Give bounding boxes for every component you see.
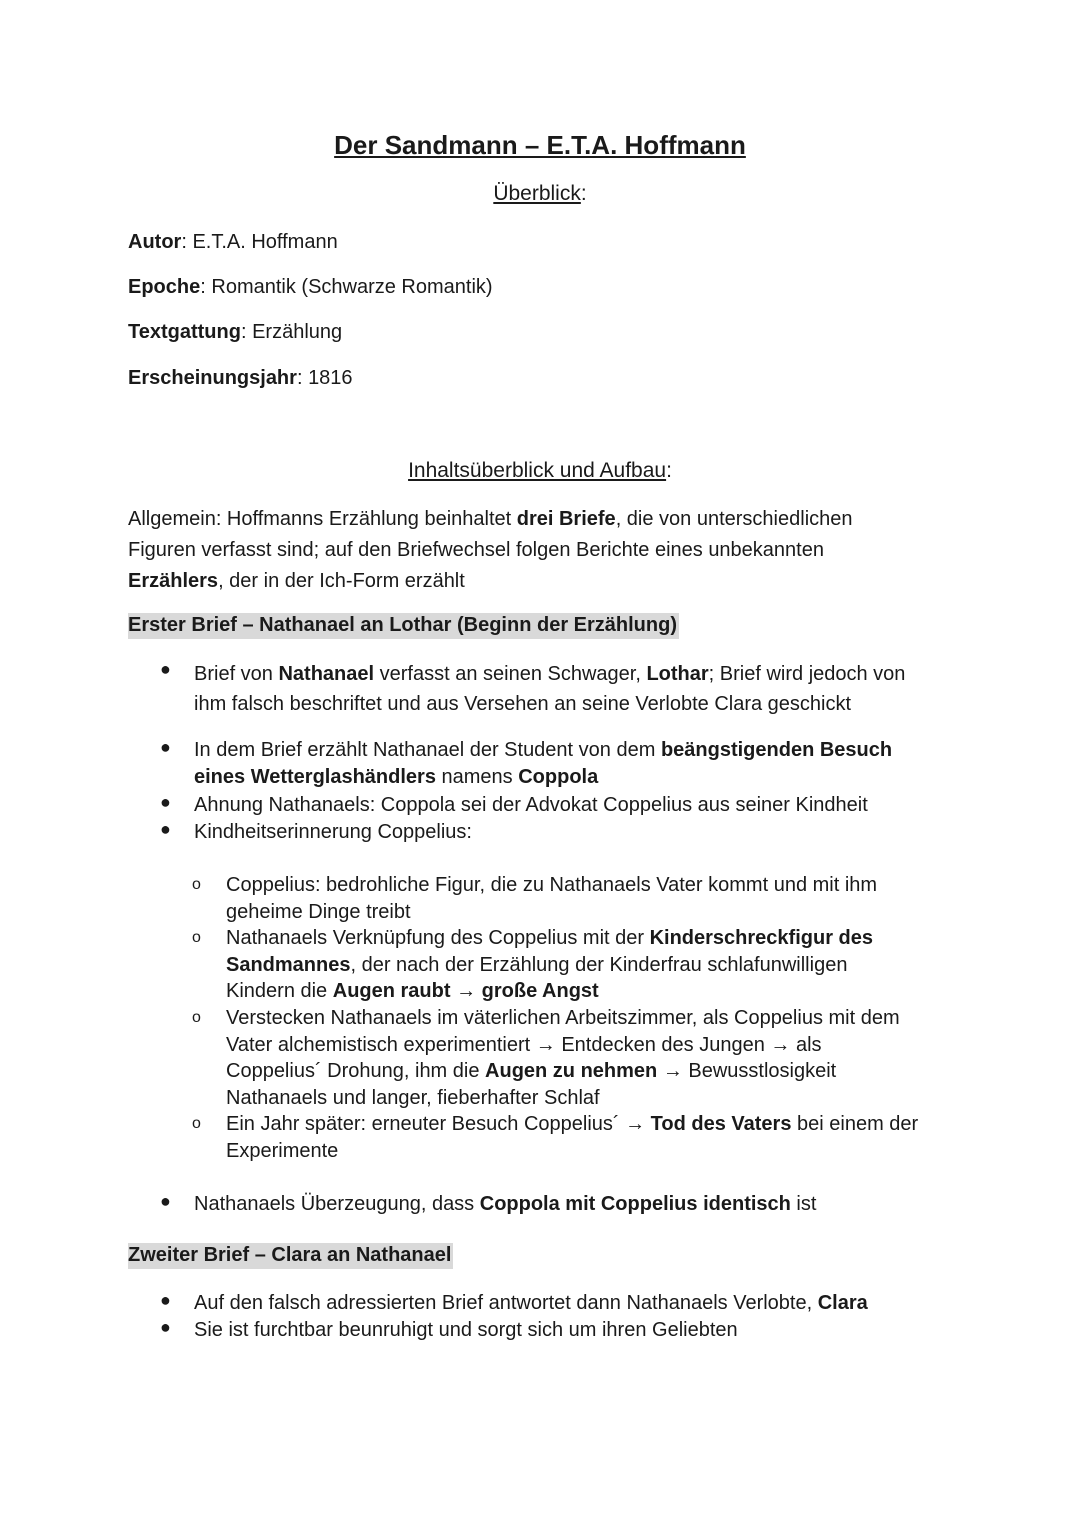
bullet-icon: ● xyxy=(160,737,171,757)
document-page: Der Sandmann – E.T.A. Hoffmann Überblick: Autor: E.T.A. Hoffmann Epoche: Romantik (Schwarze Romantik) Textgattung: Erzählung Erscheinungsjahr: 1816 Inhaltsüberblick und Aufbau: Allgemein: Hoffmanns Erzählung beinhaltet drei Briefe, die von unterschiedlichen Figuren verfasst sind; auf den Briefwechsel folgen Berichte eines unbekannten Erzählers, der in der Ich-Form erzählt Erster Brief – Nathanael an Lothar (Beginn der Erzählung) ● Brief von Nathanael verfasst an seinen Schwager, Lothar; Brief wird jedoch von ihm falsch beschriftet und aus Versehen an seine Verlobte Clara geschickt ● In dem Brief erzählt Nathanael der Student von dem beängstigenden Besuch eines Wetterglashändlers namens Coppola ● Ahnung Nathanaels: Coppola sei der Advokat Coppelius aus seiner Kindheit ● Kindheitserinnerung Coppelius: o Coppelius: bedrohliche Figur, die zu Nathanaels Vater kommt und mit ihm geheime Dinge treibt o Nathanaels Verknüpfung des Coppelius mit der Kinderschreckfigur des Sandmannes, der nach der Erzählung der Kinderfrau schlafunwilligen Kindern die Augen raubt → große Angst o Verstecken Nathanaels im väterlichen Arbeitszimmer, als Coppelius mit dem Vater alchemistisch experimentiert → Entdecken des Jungen → als Coppelius´ Drohung, ihm die Augen zu nehmen → Bewusstlosigkeit Nathanaels und langer, fieberhafter Schlaf o Ein Jahr später: erneuter Besuch Coppelius´ → Tod des Vaters bei einem der Experimente ● Nathanaels Überzeugung, dass Coppola mit Coppelius identisch ist Zweiter Brief – Clara an Nathanael ● Auf den falsch adressierten Brief antwortet dann Nathanaels Verlobte, Clara ● Sie ist furchtbar beunruhigt und sorgt sich um ihren Geliebten xyxy=(0,0,1080,1527)
arrow-icon: → xyxy=(456,980,477,1002)
author-field: Autor: E.T.A. Hoffmann xyxy=(128,231,338,253)
bullet-icon: ● xyxy=(160,1191,171,1211)
arrow-icon: → xyxy=(770,1033,791,1056)
circle-bullet-icon: o xyxy=(192,929,201,946)
second-letter-heading: Zweiter Brief – Clara an Nathanael xyxy=(128,1243,453,1269)
general-paragraph: Allgemein: Hoffmanns Erzählung beinhaltet drei Briefe, die von unterschiedlichen Figuren verfasst sind; auf den Briefwechsel folgen Berichte eines unbekannten Erzählers, der in der Ich-Form erzählt xyxy=(128,508,853,592)
genre-field: Textgattung: Erzählung xyxy=(128,321,343,343)
bullet-icon: ● xyxy=(160,659,171,679)
circle-bullet-icon: o xyxy=(192,1009,201,1026)
year-field: Erscheinungsjahr: 1816 xyxy=(128,367,353,389)
arrow-icon: → xyxy=(535,1033,556,1056)
bullet-icon: ● xyxy=(160,819,171,839)
circle-bullet-icon: o xyxy=(192,1115,201,1132)
bullet-icon: ● xyxy=(160,1317,171,1337)
bullet-icon: ● xyxy=(160,792,171,812)
arrow-icon: → xyxy=(662,1060,683,1082)
content-heading: Inhaltsüberblick und Aufbau: xyxy=(408,459,672,482)
arrow-icon: → xyxy=(625,1113,646,1135)
circle-bullet-icon: o xyxy=(192,876,201,893)
epoch-field: Epoche: Romantik (Schwarze Romantik) xyxy=(128,276,493,298)
overview-heading: Überblick: xyxy=(493,182,587,205)
page-title: Der Sandmann – E.T.A. Hoffmann xyxy=(334,130,746,160)
bullet-icon: ● xyxy=(160,1290,171,1310)
first-letter-heading: Erster Brief – Nathanael an Lothar (Beginn der Erzählung) xyxy=(128,613,679,639)
